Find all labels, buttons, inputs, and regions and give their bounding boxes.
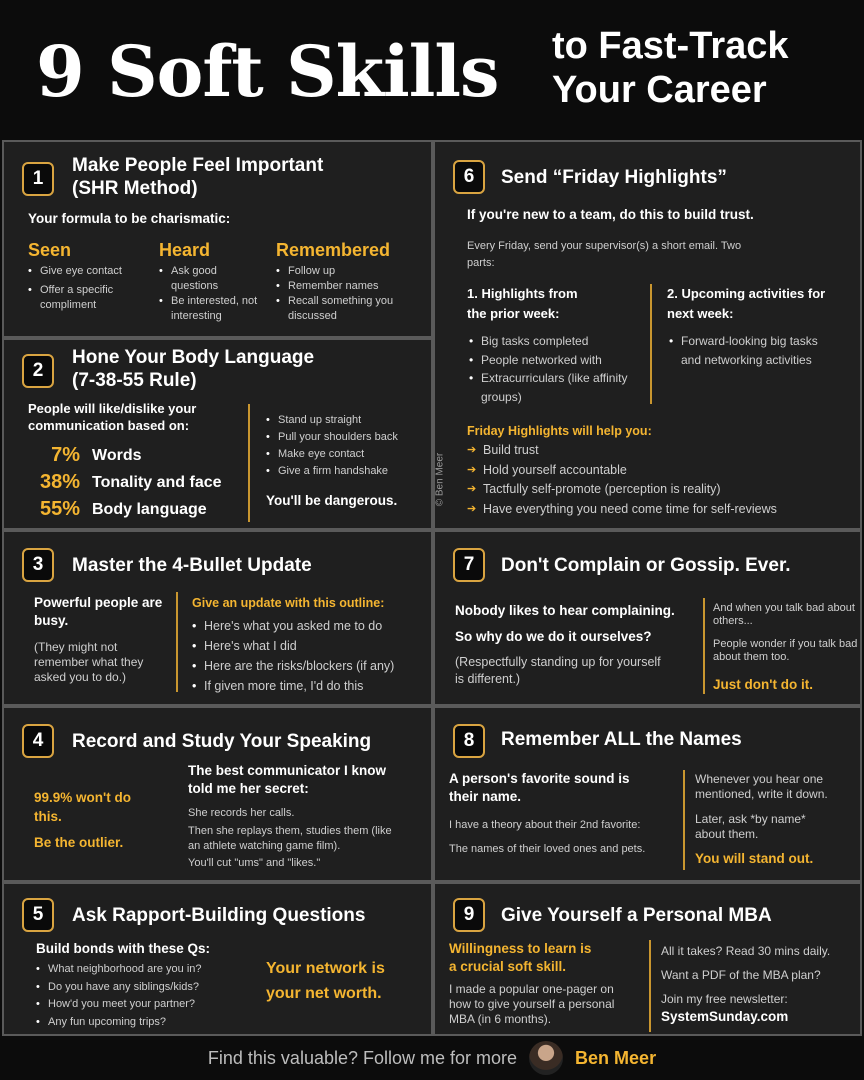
text: And when you talk bad about others...	[713, 602, 855, 627]
text: All it takes? Read 30 mins daily.	[661, 944, 831, 958]
lead: If you're new to a team, do this to build trust.	[467, 207, 754, 222]
list-item: • What neighborhood are you in?	[36, 961, 202, 979]
skill-8-panel	[433, 706, 862, 882]
list-item: • Any fun upcoming trips?	[36, 1014, 202, 1032]
divider	[703, 598, 705, 694]
list-item: • Forward-looking big tasks and networking activities	[669, 332, 819, 369]
col-remembered	[276, 240, 426, 324]
list-item: • If given more time, I'd do this	[192, 676, 394, 696]
list-item: ➔ Build trust	[467, 441, 777, 461]
list-item: • Remember names	[276, 279, 426, 294]
col-seen	[28, 240, 158, 313]
skill-title: Ask Rapport-Building Questions	[72, 905, 366, 926]
lead: Build bonds with these Qs:	[36, 941, 211, 956]
closing: You will stand out.	[695, 851, 814, 866]
list-item: • Make eye contact	[266, 446, 398, 463]
main-title: 9 Soft Skills	[36, 30, 499, 113]
avatar	[529, 1041, 563, 1075]
text: Later, ask *by name* about them.	[695, 812, 806, 841]
list-item: • People networked with	[469, 351, 629, 370]
text: Want a PDF of the MBA plan?	[661, 968, 821, 982]
text: She records her calls.	[188, 807, 295, 819]
list-item: • Pull your shoulders back	[266, 429, 398, 446]
skill-number: 4	[22, 724, 54, 758]
text: Be the outlier.	[34, 835, 124, 850]
skill-title: Remember ALL the Names	[501, 729, 742, 750]
stat-label: Tonality and face	[92, 473, 222, 491]
list-item: • How'd you meet your partner?	[36, 996, 202, 1014]
skill-title: Don't Complain or Gossip. Ever.	[501, 555, 791, 576]
author-name[interactable]: Ben Meer	[575, 1047, 657, 1068]
footer-text: Find this valuable? Follow me for more	[207, 1047, 518, 1068]
skill-title: Master the 4-Bullet Update	[72, 555, 312, 576]
text: 99.9% won't do this.	[34, 790, 131, 824]
text: Willingness to learn is a crucial soft skill.	[449, 941, 592, 974]
stat-row	[18, 496, 222, 523]
list-item: ➔ Hold yourself accountable	[467, 461, 777, 481]
divider	[650, 284, 652, 404]
title-line: (SHR Method)	[72, 178, 198, 199]
text: People wonder if you talk bad about them too.	[713, 638, 858, 663]
part2-head: 2. Upcoming activities for next week:	[667, 286, 826, 321]
list-item: • Stand up straight	[266, 412, 398, 429]
text: The names of their loved ones and pets.	[449, 843, 646, 855]
text: I made a popular one-pager on how to give yourself a personal MBA (in 6 months).	[449, 982, 615, 1026]
skill-number: 6	[453, 160, 485, 194]
divider	[649, 940, 651, 1032]
text: Nobody likes to hear complaining.	[455, 603, 675, 618]
subtitle-line-2: Your Career	[552, 69, 767, 111]
footer	[0, 1036, 864, 1080]
skill-title	[72, 346, 314, 392]
title-line: Make People Feel Important	[72, 155, 324, 176]
skill-number: 7	[453, 548, 485, 582]
text: A person's favorite sound is their name.	[449, 771, 630, 804]
title-line: Hone Your Body Language	[72, 347, 315, 368]
col-head: Heard	[159, 240, 211, 260]
skill-number: 2	[22, 354, 54, 388]
list-item: • Here's what you asked me to do	[192, 616, 394, 636]
divider	[683, 770, 685, 870]
text: Whenever you hear one mentioned, write it down.	[695, 772, 828, 801]
subtitle-line-1: to Fast-Track	[552, 25, 789, 67]
closing: You'll be dangerous.	[266, 493, 398, 508]
skill-number: 9	[453, 898, 485, 932]
list-item: • Big tasks completed	[469, 332, 629, 351]
skill-5-panel	[2, 882, 433, 1036]
divider	[176, 592, 178, 692]
skill-2-panel	[2, 338, 433, 530]
list-item: • Extracurriculars (like affinity groups)	[469, 369, 629, 406]
stat-row	[18, 442, 222, 469]
divider	[248, 404, 250, 522]
part1-head: 1. Highlights from the prior week:	[467, 286, 578, 321]
col-head: Remembered	[276, 240, 391, 260]
skill-9-panel	[433, 882, 862, 1036]
outline-head: Give an update with this outline:	[192, 596, 385, 610]
lead: Your formula to be charismatic:	[28, 211, 231, 226]
list-item: • Give eye contact	[28, 264, 158, 279]
text: The best communicator I know told me her secret:	[188, 763, 387, 796]
list-item: • Give a firm handshake	[266, 463, 398, 480]
skill-3-panel	[2, 530, 433, 706]
title-line: (7-38-55 Rule)	[72, 370, 197, 391]
list-item: • Here are the risks/blockers (if any)	[192, 656, 394, 676]
newsletter-link[interactable]: SystemSunday.com	[661, 1009, 789, 1024]
intro: Every Friday, send your supervisor(s) a short email. Two parts:	[467, 240, 742, 269]
skill-title	[72, 154, 323, 200]
lead: People will like/dislike your communication based on:	[28, 401, 197, 433]
closing: Your network is your net worth.	[266, 960, 385, 1002]
list-item: • Here's what I did	[192, 636, 394, 656]
skill-number: 5	[22, 898, 54, 932]
text: Then she replays them, studies them (like an athlete watching game film).	[188, 825, 392, 852]
subtitle	[552, 24, 789, 112]
skill-4-panel	[2, 706, 433, 882]
text: (Respectfully standing up for yourself is different.)	[455, 655, 661, 686]
skill-title: Record and Study Your Speaking	[72, 731, 372, 752]
list-item: • Ask good questions	[159, 264, 239, 294]
col-head: Seen	[28, 240, 72, 260]
help-head: Friday Highlights will help you:	[467, 424, 652, 438]
text: Join my free newsletter:	[661, 992, 788, 1006]
list-item: ➔ Have everything you need come time for self-reviews	[467, 500, 777, 520]
note: (They might not remember what they asked you to do.)	[34, 640, 144, 684]
stats	[18, 442, 222, 523]
skill-title: Give Yourself a Personal MBA	[501, 905, 772, 926]
stat-pct: 55%	[39, 498, 80, 520]
text: So why do we do it ourselves?	[455, 629, 652, 644]
stat-row	[18, 469, 222, 496]
list-item: • Follow up	[276, 264, 426, 279]
stat-pct: 7%	[51, 444, 80, 466]
lead: Powerful people are busy.	[34, 595, 163, 628]
skill-1-panel	[2, 140, 433, 338]
skill-7-panel	[433, 530, 862, 706]
skill-number: 3	[22, 548, 54, 582]
text: I have a theory about their 2nd favorite:	[449, 819, 641, 831]
col-heard	[159, 240, 269, 324]
credit: © Ben Meer	[434, 452, 446, 507]
skill-number: 8	[453, 724, 485, 758]
list-item: • Offer a specific compliment	[28, 283, 128, 313]
closing: Just don't do it.	[713, 677, 813, 692]
stat-label: Body language	[92, 500, 207, 518]
stat-pct: 38%	[39, 471, 80, 493]
list-item: • Recall something you discussed	[276, 294, 426, 324]
stat-label: Words	[92, 446, 142, 464]
skill-number: 1	[22, 162, 54, 196]
list-item: • Do you have any siblings/kids?	[36, 979, 202, 997]
skill-6-panel	[433, 140, 862, 530]
list-item: • Be interested, not interesting	[159, 294, 259, 324]
skill-title: Send “Friday Highlights”	[501, 167, 727, 188]
text: You'll cut "ums" and "likes."	[188, 857, 321, 869]
list-item: ➔ Tactfully self-promote (perception is reality)	[467, 480, 777, 500]
